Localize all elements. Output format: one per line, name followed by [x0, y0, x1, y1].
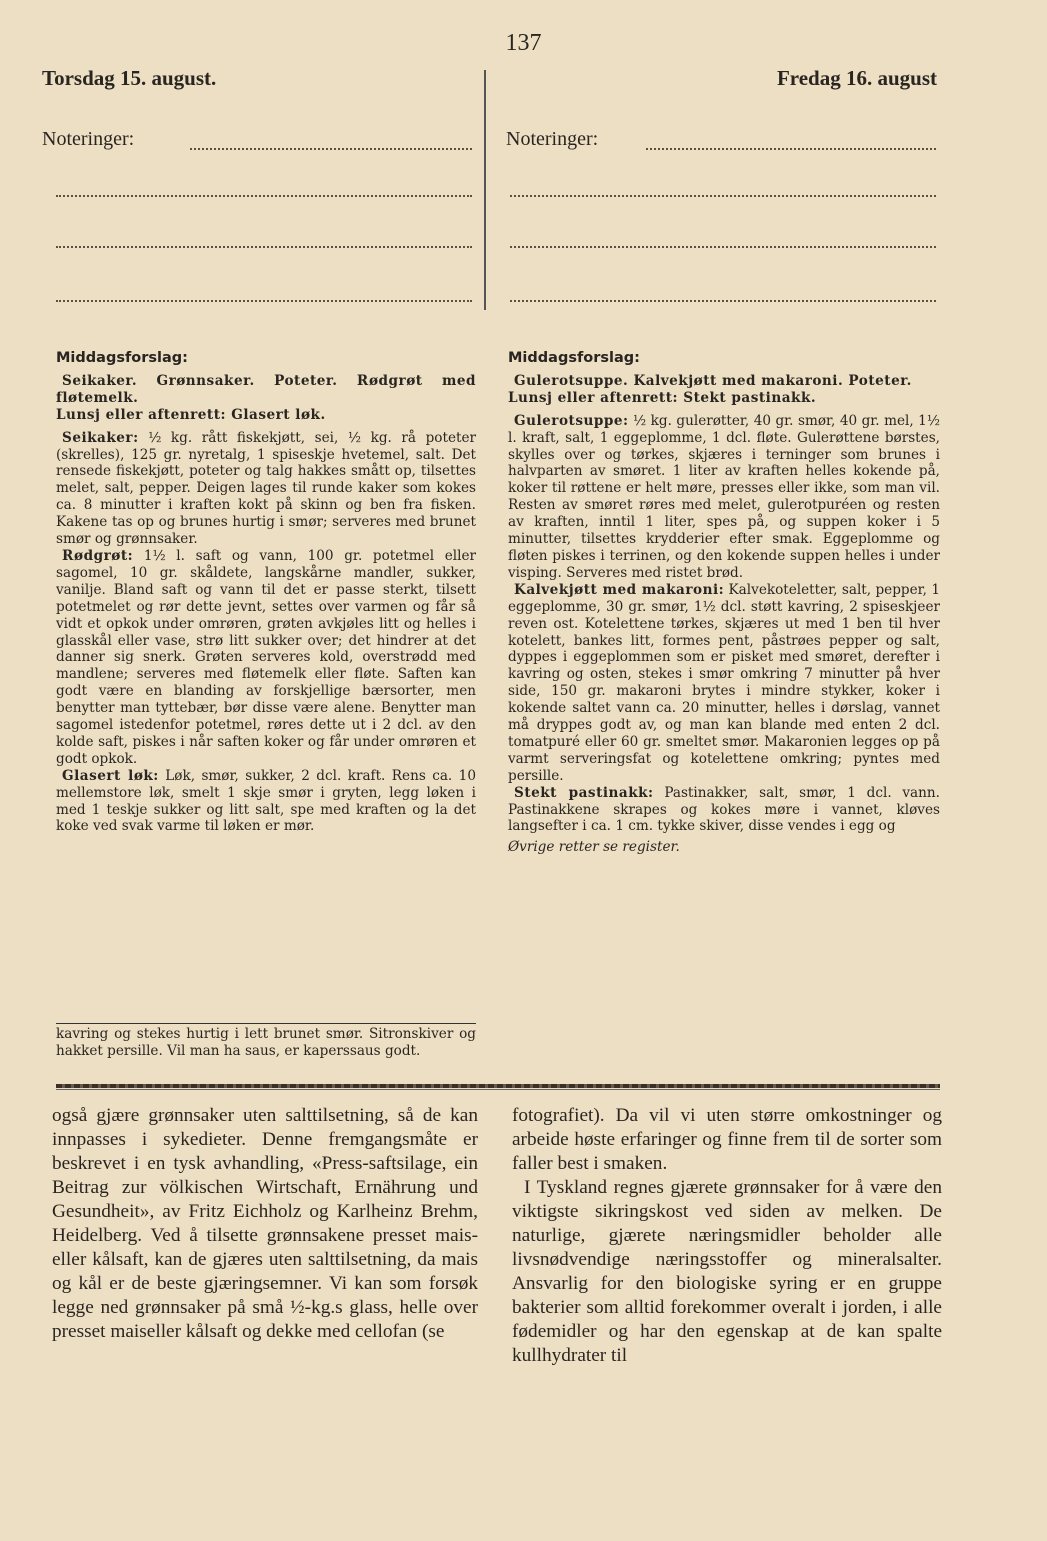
recipe-rodgrot	[56, 548, 476, 768]
article-paragraph: I Tyskland regnes gjærete grønnsaker for å være den viktigste sikringskost ved siden av melken. De naturlige, gjærete næringsmidler beholder alle livsnødvendige næringsstoffer og mineralsalter. Ansvarlig for den biologiske syring er en gruppe bakterier som alltid forekommer overalt i jorden, i alle fødemidler og har den egenskap at de kan spalte kullhydrater til	[512, 1177, 942, 1366]
left-recipe-column	[56, 350, 476, 835]
recipe-label: Gulerotsuppe:	[514, 412, 629, 429]
left-lunch-line	[56, 407, 476, 424]
recipe-text: ½ kg. rått fiskekjøtt, sei, ½ kg. rå poteter (skrelles), 125 gr. nyretalg, 1 spiseskje hvetemel, salt. Det rensede fiskekjøtt, poteter og talg hakkes smått op, tilsettes melet, salt, pepper. Deigen lages til runde kaker som kokes ca. 8 minutter i kraften kokt på skinn og ben fra fisken. Kakene tas op og brunes hurtig i smør; serveres med brunet smør og grønnsaker.	[56, 429, 476, 548]
recipe-text: Pastinakker, salt, smør, 1 dcl. vann. Pastinakkene skrapes og kokes møre i vannet, kløves langsefter i ca. 1 cm. tykke skiver, disse vendes i egg og	[508, 784, 940, 835]
left-notes-line	[190, 148, 472, 150]
left-menu-title: Middagsforslag:	[56, 350, 188, 366]
article-paragraph: fotografiet). Da vil vi uten større omkostninger og arbeide høste erfaringer og finne frem til de sorter som faller best i smaken.	[512, 1105, 942, 1174]
recipe-text: Løk, smør, sukker, 2 dcl. kraft. Rens ca. 10 mellemstore løk, smelt 1 skje smør i gryten, legg løken i med 1 teskje sukker og litt salt, spe med kraften og la det koke ved svak varme til løken er mør.	[56, 767, 476, 835]
recipe-glasert-lok	[56, 768, 476, 836]
right-notes-line	[510, 300, 936, 302]
left-day-heading: Torsdag 15. august.	[42, 66, 217, 90]
recipe-kalvekjott	[508, 582, 940, 785]
recipe-text: 1½ l. saft og vann, 100 gr. potetmel eller sagomel, 10 gr. skåldete, langskårne mandler, sukker, vanilje. Bland saft og vann til det er passe sterkt, tilsett potetmelet og rør dette jevnt, settes over varmen og får så vidt et opkok under omrøren, grøten avkjøles litt og helles i glasskål eller vase, strø litt sukker over; det hindrer at det danner sig snerk. Grøten serveres kold, overstrødd med mandlene; serveres med fløtemelk eller fløte. Saften kan godt være en blanding av forskjellige bærsorter, men benytter man tyttebær, bør disse være alene. Benytter man sagomel istedenfor potetmel, røres dette ut i 2 dcl. av den kolde saft, piskes i når saften koker og får under omrøren et godt opkok.	[56, 547, 476, 767]
right-recipe-column	[508, 350, 940, 856]
article-left-column	[52, 1104, 478, 1344]
right-lunch-dish: Stekt pastinakk.	[683, 389, 817, 406]
page-number: 137	[505, 30, 542, 56]
column-divider	[484, 70, 486, 310]
recipe-label: Kalvekjøtt med makaroni:	[514, 581, 725, 598]
left-tail-rule	[56, 1023, 476, 1024]
right-notes-line	[510, 195, 936, 197]
right-notes-line	[646, 148, 936, 150]
left-notes-line	[56, 246, 472, 248]
recipe-gulerotsuppe	[508, 413, 940, 582]
article-right-column	[512, 1104, 942, 1368]
right-lunch-label: Lunsj eller aftenrett:	[508, 389, 679, 406]
recipe-seikaker	[56, 430, 476, 548]
recipe-label: Stekt pastinakk:	[514, 784, 654, 801]
left-notes-line	[56, 195, 472, 197]
right-notes-label: Noteringer:	[506, 128, 599, 150]
register-note: Øvrige retter se register.	[508, 839, 680, 856]
section-divider-band	[56, 1084, 940, 1088]
right-menu-title: Middagsforslag:	[508, 350, 640, 366]
right-menu-line: Gulerotsuppe. Kalvekjøtt med makaroni. Poteter.	[514, 372, 912, 389]
left-menu-line: Seikaker. Grønnsaker. Poteter. Rødgrøt med fløtemelk.	[56, 372, 476, 406]
left-lunch-dish: Glasert løk.	[231, 406, 326, 423]
left-notes-label: Noteringer:	[42, 128, 135, 150]
left-lunch-label: Lunsj eller aftenrett:	[56, 406, 227, 423]
recipe-stekt-pastinakk	[508, 785, 940, 836]
right-day-heading: Fredag 16. august	[776, 66, 937, 90]
recipe-label: Rødgrøt:	[62, 547, 134, 564]
recipe-text: Kalvekoteletter, salt, pepper, 1 eggeplomme, 30 gr. smør, 1½ dcl. støtt kavring, 2 spiseskjeer reven ost. Kotelettene tørkes, skjæres ut med 1 ben til hver kotelett, bankes litt, formes pent, påstrøes pepper og salt, dyppes i eggeplommen som er pisket med smøret, derefter i kavring og osten, stekes i smør omkring 7 minutter på hver side, 150 gr. makaroni brytes i mindre stykker, koker i kokende saltet vann ca. 20 minutter, helles i dørslag, vannet må dryppes godt av, og man kan blande med enten 2 dcl. tomatpuré eller 60 gr. smeltet smør. Makaronien legges op på varmt serveringsfat og kotelettene omkring; pyntes med persille.	[508, 581, 941, 784]
right-notes-line	[510, 246, 936, 248]
section-divider-line	[56, 1089, 940, 1090]
left-notes-line	[56, 300, 472, 302]
recipe-label: Seikaker:	[62, 429, 139, 446]
right-lunch-line	[508, 390, 940, 407]
left-tail-text: kavring og stekes hurtig i lett brunet smør. Sitronskiver og hakket persille. Vil man ha saus, er kaperssaus godt.	[56, 1026, 476, 1059]
recipe-label: Glasert løk:	[62, 767, 159, 784]
recipe-text: ½ kg. gulerøtter, 40 gr. smør, 40 gr. mel, 1½ l. kraft, salt, 1 eggeplomme, 1 dcl. fløte. Gulerøttene børstes, skylles over og tørkes, skjæres i terninger som brunes i halvparten av smøret. 1 liter av kraften helles kokende på, koker til røttene er helt møre, presses eller ikke, som man vil. Resten av smøret røres med melet, gulerotpuréen og resten av kraften, inntil 1 liter, spes på, og suppen koker i 5 minutter, tilsettes krydderier efter smak. Eggeplomme og fløten piskes i terrinen, og den kokende suppen helles i under visping. Serveres med ristet brød.	[508, 412, 940, 581]
article-paragraph: også gjære grønnsaker uten salttilsetning, så de kan innpasses i sykedieter. Denne fremgangsmåte er beskrevet i en tysk avhandling, «Press-saftsilage, ein Beitrag zur völkischen Wirtschaft, Ernährung und Gesundheit», av Fritz Eichholz og Karlheinz Brehm, Heidelberg. Ved å tilsette grønnsakene presset mais- eller kålsaft, kan de gjæres uten salttilsetning, da mais og kål er de beste gjæringsemner. Vi kan som forsøk legge ned grønnsaker på små ½-kg.s glass, helle over presset maiseller kålsaft og dekke med cellofan (se	[52, 1105, 478, 1342]
